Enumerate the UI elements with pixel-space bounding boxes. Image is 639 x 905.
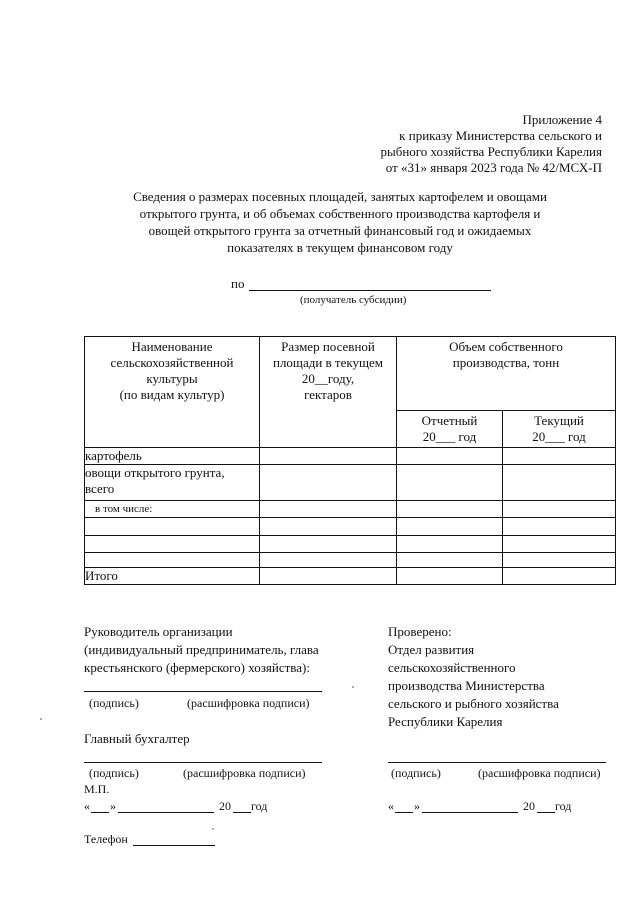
checked-signature-caption: (подпись)	[391, 766, 441, 780]
table-cell[interactable]	[503, 501, 616, 518]
table-cell[interactable]	[397, 448, 503, 465]
title-line-1: Сведения о размерах посевных площадей, занятых картофелем и овощами	[133, 189, 547, 204]
table-row	[85, 448, 616, 465]
table-cell[interactable]	[397, 501, 503, 518]
title-line-4: показателях в текущем финансовом году	[227, 240, 453, 255]
scan-speck	[212, 828, 214, 830]
table-row	[85, 536, 616, 553]
data-table	[84, 336, 616, 585]
row-label	[85, 518, 260, 536]
table-row	[85, 553, 616, 568]
head-label-1: Руководитель организации	[84, 624, 233, 639]
table-cell[interactable]	[260, 501, 397, 518]
table-cell[interactable]	[503, 465, 616, 501]
header-area: Размер посевной площади в текущем 20__году, гектаров	[260, 337, 397, 448]
recipient-field[interactable]	[249, 290, 491, 291]
table-cell[interactable]	[503, 553, 616, 568]
checked-signature-line[interactable]	[388, 762, 606, 763]
table-cell[interactable]	[503, 536, 616, 553]
recipient-prefix: по	[231, 276, 245, 291]
header-current-year: Текущий 20___ год	[503, 411, 616, 448]
stamp-label: М.П.	[84, 782, 110, 796]
left-day-field[interactable]	[91, 812, 109, 813]
right-year-field[interactable]	[537, 812, 555, 813]
accountant-signature-caption: (подпись)	[89, 766, 139, 780]
title-line-3: овощей открытого грунта за отчетный финансовый год и ожидаемых	[148, 223, 532, 238]
row-label: овощи открытого грунта, всего	[85, 465, 260, 501]
table-row	[85, 465, 616, 501]
recipient-caption: (получатель субсидии)	[300, 294, 407, 306]
appendix-line-2: к приказу Министерства сельского и	[399, 128, 602, 143]
appendix-line-3: рыбного хозяйства Республики Карелия	[380, 144, 602, 159]
left-month-field[interactable]	[118, 812, 214, 813]
table-cell[interactable]	[397, 518, 503, 536]
right-month-field[interactable]	[422, 812, 518, 813]
head-label-3: крестьянского (фермерского) хозяйства):	[84, 660, 310, 675]
table-cell[interactable]	[503, 568, 616, 585]
accountant-signature-line[interactable]	[84, 762, 322, 763]
table-cell[interactable]	[503, 518, 616, 536]
table-row	[85, 568, 616, 585]
row-label-total: Итого	[85, 568, 260, 585]
dept-line-3: производства Министерства	[388, 678, 545, 693]
head-signature-caption: (подпись)	[89, 696, 139, 710]
dept-line-4: сельского и рыбного хозяйства	[388, 696, 559, 711]
header-volume: Объем собственного производства, тонн	[397, 337, 616, 411]
title-line-2: открытого грунта, и об объемах собственного производства картофеля и	[139, 206, 541, 221]
row-label: в том числе:	[85, 501, 260, 518]
header-reported-year: Отчетный 20___ год	[397, 411, 503, 448]
right-day-field[interactable]	[395, 812, 413, 813]
row-label	[85, 536, 260, 553]
table-cell[interactable]	[397, 568, 503, 585]
table-cell[interactable]	[397, 553, 503, 568]
row-label	[85, 553, 260, 568]
dept-line-2: сельскохозяйственного	[388, 660, 516, 675]
checked-label: Проверено:	[388, 624, 452, 639]
scan-speck	[40, 718, 42, 720]
checked-decoding-caption: (расшифровка подписи)	[478, 766, 601, 780]
table-cell[interactable]	[260, 518, 397, 536]
head-label-2: (индивидуальный предприниматель, глава	[84, 642, 319, 657]
table-cell[interactable]	[260, 536, 397, 553]
table-cell[interactable]	[260, 465, 397, 501]
appendix-line-4: от «31» января 2023 года № 42/МСХ-П	[385, 160, 602, 175]
table-cell[interactable]	[397, 536, 503, 553]
table-cell[interactable]	[260, 448, 397, 465]
phone-label: Телефон	[84, 832, 128, 846]
table-row	[85, 518, 616, 536]
row-label: картофель	[85, 448, 260, 465]
head-signature-line[interactable]	[84, 691, 322, 692]
header-crop-name: Наименование сельскохозяйственной культуры (по видам культур)	[85, 337, 260, 448]
head-decoding-caption: (расшифровка подписи)	[187, 696, 310, 710]
table-cell[interactable]	[503, 448, 616, 465]
table-cell[interactable]	[397, 465, 503, 501]
scan-speck	[352, 686, 354, 688]
dept-line-5: Республики Карелия	[388, 714, 503, 729]
appendix-line-1: Приложение 4	[522, 112, 602, 127]
accountant-label: Главный бухгалтер	[84, 731, 190, 746]
table-cell[interactable]	[260, 553, 397, 568]
table-cell[interactable]	[260, 568, 397, 585]
dept-line-1: Отдел развития	[388, 642, 475, 657]
left-year-field[interactable]	[233, 812, 251, 813]
table-row	[85, 501, 616, 518]
phone-field[interactable]	[133, 845, 215, 846]
accountant-decoding-caption: (расшифровка подписи)	[183, 766, 306, 780]
